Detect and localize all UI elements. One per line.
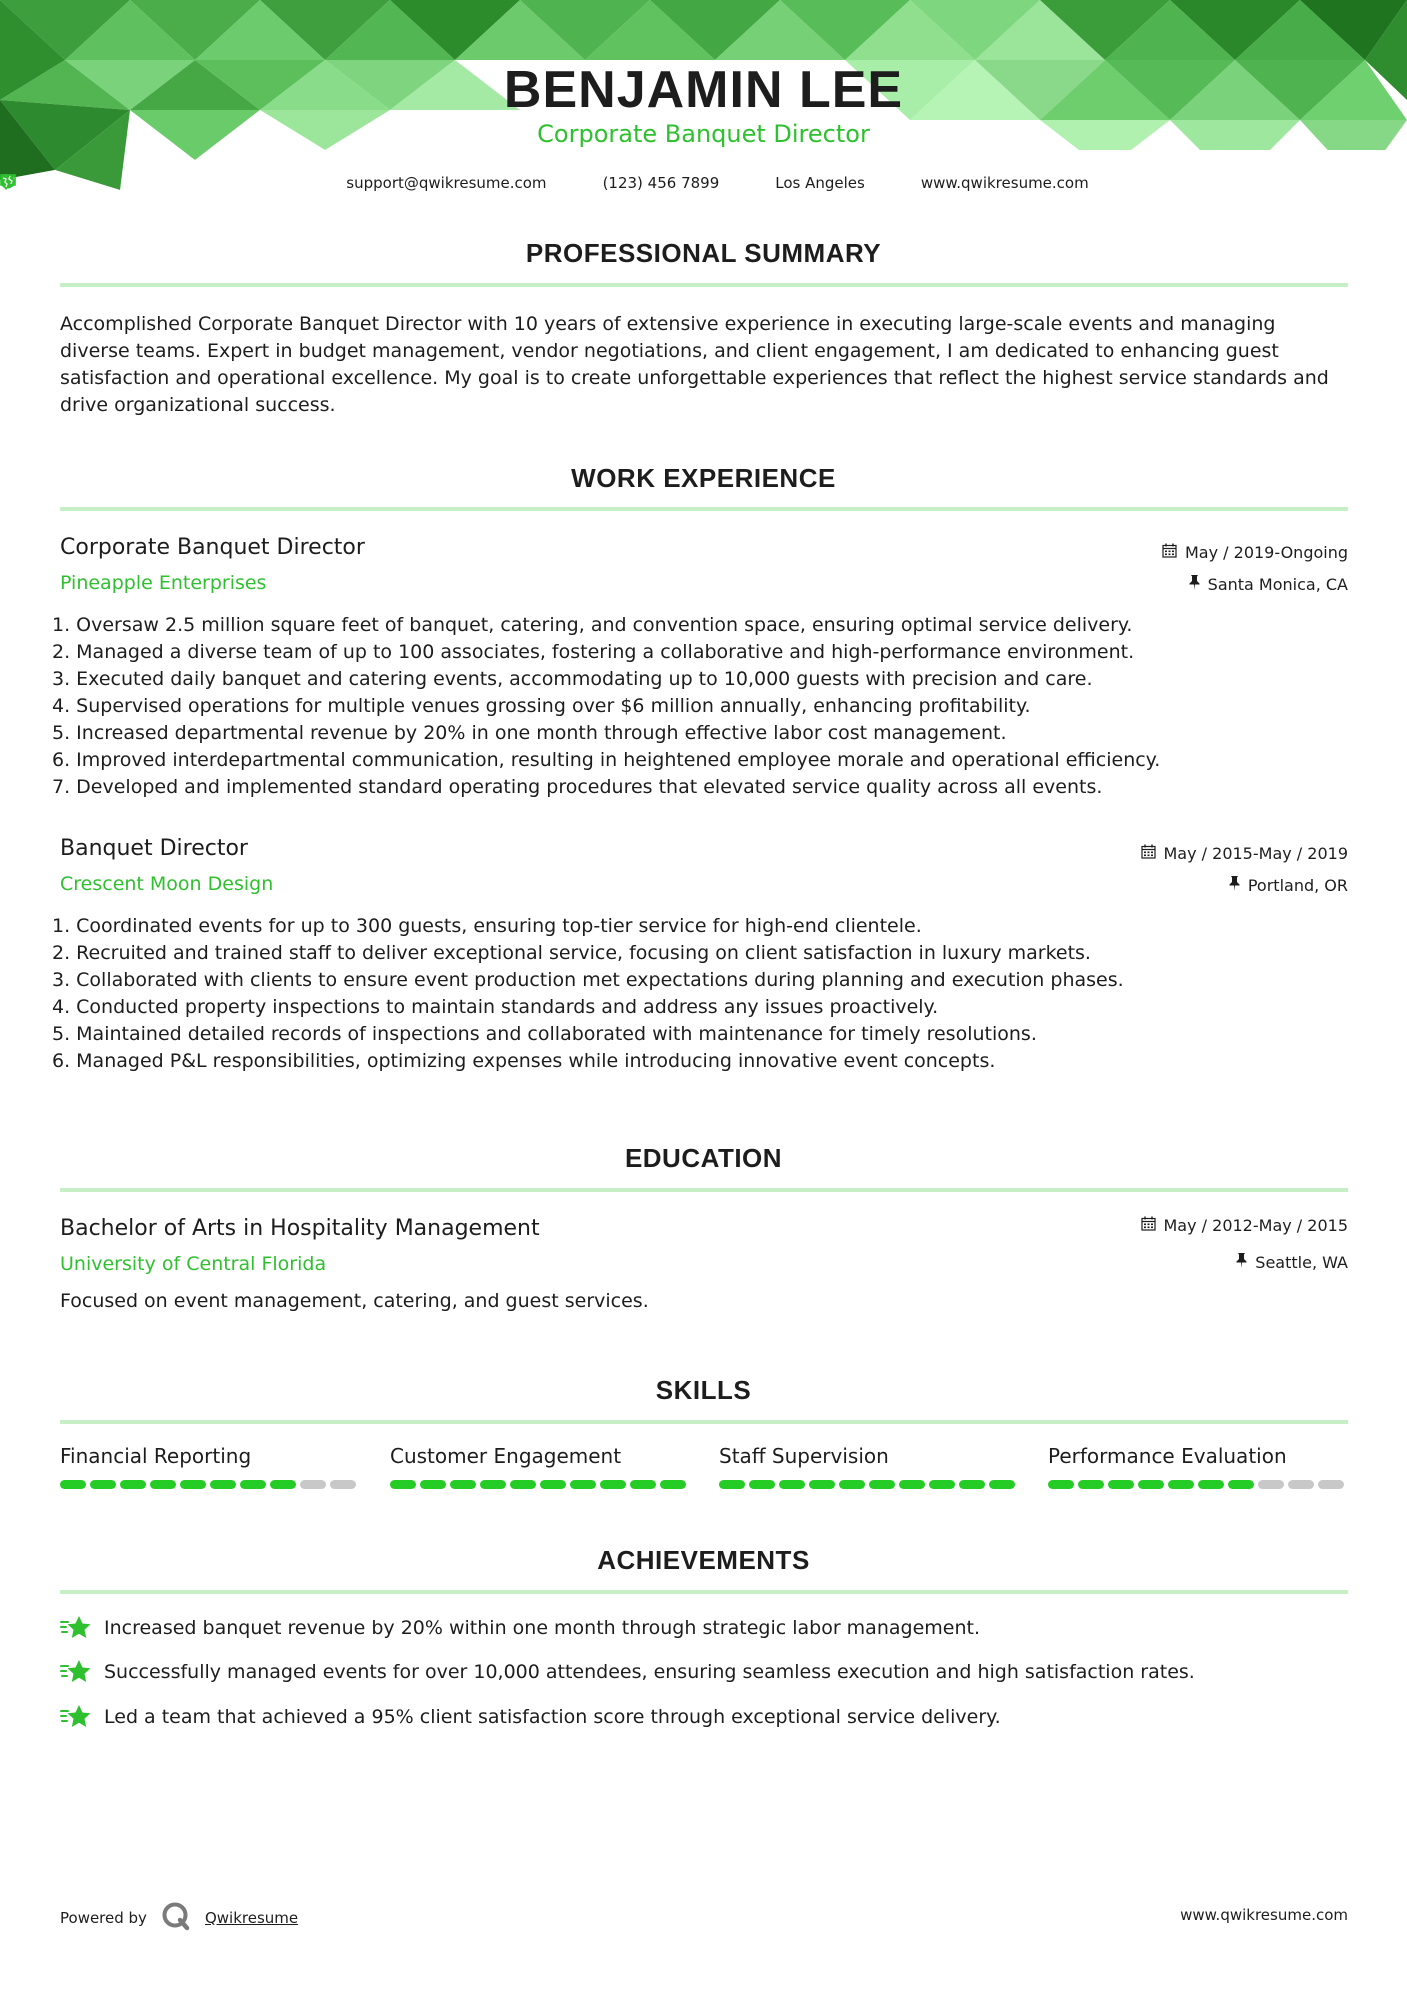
skill-level-segment [1048,1480,1074,1489]
achievement-item [60,1614,980,1642]
candidate-name: BENJAMIN LEE [503,61,904,119]
degree-title: Bachelor of Arts in Hospitality Management [60,1216,540,1241]
skill-level-segment [330,1480,356,1489]
achievements-heading: ACHIEVEMENTS [597,1545,810,1575]
powered-by-label: Powered by [60,1909,147,1927]
skill-level-segment [1108,1480,1134,1489]
education-dates: May / 2012-May / 2015 [1141,1216,1349,1235]
skill-level-bar [60,1480,360,1489]
skill-level-segment [1078,1480,1104,1489]
skill-level-segment [210,1480,236,1489]
list-item: 6. Managed P&L responsibilities, optimizing expenses while introducing innovative event concepts. [52,1050,996,1072]
map-pin-icon [747,175,763,191]
achievement-item [60,1703,1001,1731]
contact-website[interactable] [893,174,1089,192]
job-location: Santa Monica, CA [1189,575,1348,594]
star-icon [60,1703,92,1731]
summary-heading: PROFESSIONAL SUMMARY [525,238,882,268]
skill-level-segment [270,1480,296,1489]
list-item: 3. Collaborated with clients to ensure event production met expectations during planning and execution phases. [52,969,1124,991]
qwikresume-link[interactable]: Qwikresume [204,1909,299,1927]
footer-website[interactable]: www.qwikresume.com [1180,1906,1348,1924]
job-responsibilities [52,913,1124,1075]
achievement-text: Increased banquet revenue by 20% within one month through strategic labor management. [104,1617,980,1639]
skill-level-segment [1228,1480,1254,1489]
skill-level-segment [719,1480,745,1489]
contact-location [747,174,865,192]
skill-name: Staff Supervision [719,1444,889,1468]
star-icon [60,1614,92,1642]
calendar-icon [1141,844,1156,863]
calendar-icon [1141,1216,1156,1235]
skill-level-segment [600,1480,626,1489]
skill-level-segment [929,1480,955,1489]
contact-bar [0,174,1407,192]
list-item: 1. Oversaw 2.5 million square feet of banquet, catering, and convention space, ensuring optimal service delivery. [52,614,1133,636]
company-name: Crescent Moon Design [60,873,274,895]
skill-level-segment [150,1480,176,1489]
job-location: Portland, OR [1229,876,1348,895]
skill-level-segment [869,1480,895,1489]
list-item: 5. Increased departmental revenue by 20% in one month through effective labor cost management. [52,722,1007,744]
skill-name: Customer Engagement [390,1444,622,1468]
phone-icon [575,175,591,191]
header-banner [0,0,1407,200]
education-location: Seattle, WA [1236,1253,1348,1272]
skill-level-segment [60,1480,86,1489]
skill-level-segment [779,1480,805,1489]
skill-level-segment [1168,1480,1194,1489]
education-heading: EDUCATION [624,1143,783,1173]
globe-icon [893,175,909,191]
skill-level-segment [630,1480,656,1489]
skill-level-segment [120,1480,146,1489]
list-item: 6. Improved interdepartmental communication, resulting in heightened employee morale and operational efficiency. [52,749,1161,771]
skill-level-segment [989,1480,1015,1489]
list-item: 7. Developed and implemented standard operating procedures that elevated service quality across all events. [52,776,1103,798]
list-item: 1. Coordinated events for up to 300 guests, ensuring top-tier service for high-end clientele. [52,915,922,937]
summary-text: Accomplished Corporate Banquet Director with 10 years of extensive experience in executing large-scale events and managing diverse teams. Expert in budget management, vendor negotiations, and client engagement, I am dedicated to enhancing guest satisfaction and operational excellence. My goal is to create unforgettable experiences that reflect the highest service standards and drive organizational success. [60,313,1329,416]
skill-level-segment [899,1480,925,1489]
experience-divider [60,507,1348,511]
achievement-text: Successfully managed events for over 10,000 attendees, ensuring seamless execution and high satisfaction rates. [104,1661,1195,1683]
skill-item [719,1444,1019,1489]
school-name: University of Central Florida [60,1253,327,1275]
skill-level-segment [420,1480,446,1489]
skill-level-segment [809,1480,835,1489]
envelope-icon [318,175,334,191]
skill-level-bar [1048,1480,1348,1489]
skill-level-segment [450,1480,476,1489]
skill-level-segment [90,1480,116,1489]
summary-divider [60,283,1348,287]
skill-level-segment [1198,1480,1224,1489]
skill-level-segment [749,1480,775,1489]
list-item: 2. Recruited and trained staff to deliver exceptional service, focusing on client satisfaction in luxury markets. [52,942,1091,964]
achievements-divider [60,1590,1348,1594]
skill-level-segment [480,1480,506,1489]
candidate-role: Corporate Banquet Director [537,120,870,148]
skill-level-segment [959,1480,985,1489]
pushpin-icon [1189,575,1200,594]
pushpin-icon [1236,1253,1247,1272]
skill-level-bar [719,1480,1019,1489]
skill-level-segment [1258,1480,1284,1489]
skill-level-segment [1318,1480,1344,1489]
skill-item [1048,1444,1348,1489]
skills-heading: SKILLS [655,1375,752,1405]
star-icon [60,1658,92,1686]
website-text: www.qwikresume.com [920,174,1089,192]
achievement-text: Led a team that achieved a 95% client satisfaction score through exceptional service delivery. [104,1706,1001,1728]
skills-divider [60,1420,1348,1424]
experience-heading: WORK EXPERIENCE [571,463,836,493]
footer-powered-by [60,1901,298,1935]
calendar-icon [1162,543,1177,562]
email-text: support@qwikresume.com [346,174,547,192]
company-name: Pineapple Enterprises [60,572,267,594]
qwikresume-logo-icon [161,1901,191,1935]
job-dates: May / 2019-Ongoing [1162,543,1348,562]
list-item: 5. Maintained detailed records of inspections and collaborated with maintenance for timely resolutions. [52,1023,1037,1045]
contact-phone[interactable] [575,174,720,192]
skill-level-segment [1288,1480,1314,1489]
skill-item [390,1444,690,1489]
skill-level-segment [540,1480,566,1489]
skill-name: Performance Evaluation [1048,1444,1287,1468]
education-divider [60,1188,1348,1192]
achievement-item [60,1658,1195,1686]
skill-level-bar [390,1480,690,1489]
job-title: Corporate Banquet Director [60,535,365,560]
contact-email[interactable] [318,174,546,192]
list-item: 2. Managed a diverse team of up to 100 associates, fostering a collaborative and high-performance environment. [52,641,1135,663]
skill-item [60,1444,360,1489]
skill-level-segment [180,1480,206,1489]
skill-level-segment [240,1480,266,1489]
pushpin-icon [1229,876,1240,895]
job-responsibilities [52,612,1160,801]
list-item: 4. Conducted property inspections to maintain standards and address any issues proactively. [52,996,939,1018]
job-title: Banquet Director [60,836,248,861]
skill-level-segment [839,1480,865,1489]
skill-name: Financial Reporting [60,1444,252,1468]
skill-level-segment [660,1480,686,1489]
skill-level-segment [570,1480,596,1489]
skill-level-segment [390,1480,416,1489]
list-item: 4. Supervised operations for multiple venues grossing over $6 million annually, enhancing profitability. [52,695,1031,717]
skill-level-segment [300,1480,326,1489]
location-text: Los Angeles [775,174,865,192]
list-item: 3. Executed daily banquet and catering events, accommodating up to 10,000 guests with precision and care. [52,668,1093,690]
skill-level-segment [510,1480,536,1489]
education-description: Focused on event management, catering, and guest services. [60,1290,649,1312]
skill-level-segment [1138,1480,1164,1489]
job-dates: May / 2015-May / 2019 [1141,844,1349,863]
phone-text: (123) 456 7899 [602,174,720,192]
